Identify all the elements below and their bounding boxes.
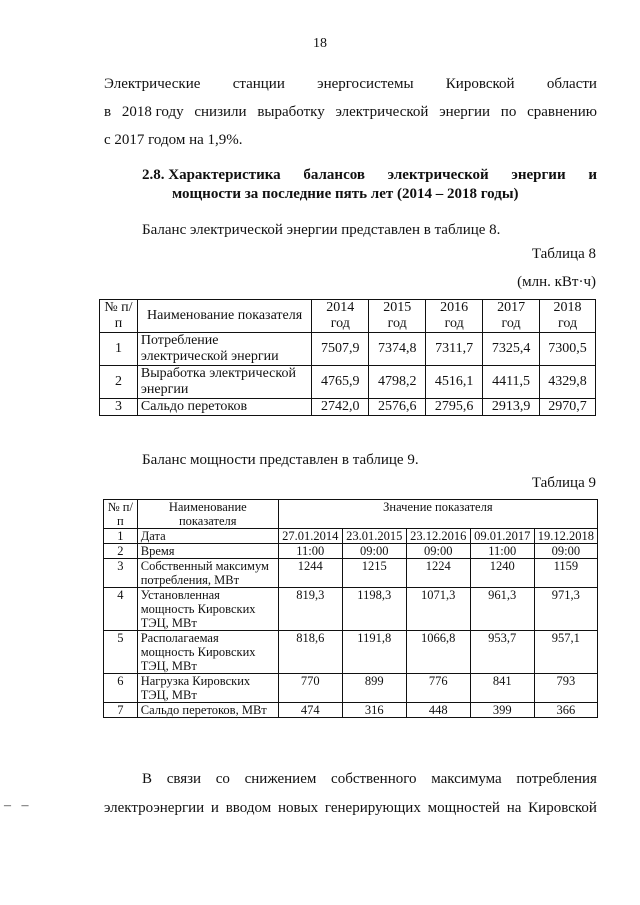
row-name: Нагрузка Кировских ТЭЦ, МВт bbox=[137, 674, 278, 703]
value-cell: 19.12.2018 bbox=[534, 529, 597, 544]
value-cell: 776 bbox=[406, 674, 470, 703]
value-cell: 1191,8 bbox=[342, 631, 406, 674]
value-cell: 2742,0 bbox=[312, 399, 369, 416]
header-cell: № п/п bbox=[100, 300, 138, 333]
word: со bbox=[215, 771, 230, 787]
table-row bbox=[104, 703, 598, 718]
value-cell: 819,3 bbox=[278, 588, 342, 631]
word: и bbox=[588, 167, 597, 183]
header-cell: Наименование показателя bbox=[137, 300, 311, 333]
word: электроэнергии bbox=[104, 800, 205, 816]
value-cell: 770 bbox=[278, 674, 342, 703]
value-cell: 7300,5 bbox=[540, 333, 596, 366]
row-name: Потребление электрической энергии bbox=[137, 333, 311, 366]
row-name: Собственный максимум потребления, МВт bbox=[137, 559, 278, 588]
table-header-row bbox=[104, 500, 598, 529]
word: электрической bbox=[387, 167, 489, 183]
header-cell: 2017 год bbox=[483, 300, 540, 333]
value-cell: 11:00 bbox=[278, 544, 342, 559]
word: Электрические bbox=[104, 76, 201, 92]
word: связи bbox=[166, 771, 202, 787]
section-heading-line-2: мощности за последние пять лет (2014 – 2018 годы) bbox=[172, 186, 519, 202]
margin-mark: – – bbox=[4, 798, 29, 813]
intro-line-1 bbox=[104, 76, 597, 93]
row-name: Выработка электрической энергии bbox=[137, 366, 311, 399]
table-row bbox=[100, 399, 596, 416]
row-number: 2 bbox=[100, 366, 138, 399]
word: Кировской bbox=[445, 76, 515, 92]
value-cell: 971,3 bbox=[534, 588, 597, 631]
table-row bbox=[104, 559, 598, 588]
value-cell: 899 bbox=[342, 674, 406, 703]
header-cell: № п/п bbox=[104, 500, 138, 529]
value-cell: 1224 bbox=[406, 559, 470, 588]
word: новых bbox=[277, 800, 319, 816]
word: 2.8. Характеристика bbox=[142, 167, 281, 183]
value-cell: 2795,6 bbox=[426, 399, 483, 416]
table-row bbox=[104, 544, 598, 559]
table-row bbox=[104, 529, 598, 544]
value-cell: 1071,3 bbox=[406, 588, 470, 631]
value-cell: 7311,7 bbox=[426, 333, 483, 366]
row-number: 2 bbox=[104, 544, 138, 559]
word: области bbox=[546, 76, 597, 92]
word: снизили bbox=[194, 104, 247, 120]
value-cell: 09.01.2017 bbox=[470, 529, 534, 544]
row-name: Время bbox=[137, 544, 278, 559]
power-balance-table bbox=[103, 499, 598, 718]
word: балансов bbox=[303, 167, 365, 183]
value-cell: 4411,5 bbox=[483, 366, 540, 399]
word: потребления bbox=[516, 771, 597, 787]
value-cell: 7507,9 bbox=[312, 333, 369, 366]
word: В bbox=[142, 771, 153, 787]
value-cell: 2970,7 bbox=[540, 399, 596, 416]
row-number: 3 bbox=[100, 399, 138, 416]
word: энергосистемы bbox=[317, 76, 414, 92]
value-cell: 4765,9 bbox=[312, 366, 369, 399]
table9-caption: Таблица 9 bbox=[531, 475, 596, 491]
table8-intro: Баланс электрической энергии представлен в таблице 8. bbox=[142, 222, 501, 238]
value-cell: 4798,2 bbox=[369, 366, 426, 399]
value-cell: 953,7 bbox=[470, 631, 534, 674]
word: вводом bbox=[225, 800, 272, 816]
row-number: 7 bbox=[104, 703, 138, 718]
table-row bbox=[100, 366, 596, 399]
value-cell: 7325,4 bbox=[483, 333, 540, 366]
energy-balance-table bbox=[99, 299, 596, 416]
header-cell: Значение показателя bbox=[278, 500, 597, 529]
value-cell: 793 bbox=[534, 674, 597, 703]
word: энергии bbox=[439, 104, 491, 120]
value-cell: 1240 bbox=[470, 559, 534, 588]
value-cell: 316 bbox=[342, 703, 406, 718]
value-cell: 818,6 bbox=[278, 631, 342, 674]
page-number: 18 bbox=[313, 36, 327, 51]
table9-intro: Баланс мощности представлен в таблице 9. bbox=[142, 452, 419, 468]
value-cell: 09:00 bbox=[534, 544, 597, 559]
value-cell: 957,1 bbox=[534, 631, 597, 674]
value-cell: 09:00 bbox=[342, 544, 406, 559]
row-name: Сальдо перетоков bbox=[137, 399, 311, 416]
value-cell: 7374,8 bbox=[369, 333, 426, 366]
value-cell: 23.01.2015 bbox=[342, 529, 406, 544]
word: генерирующих bbox=[324, 800, 421, 816]
table-header-row bbox=[100, 300, 596, 333]
header-cell: 2015 год bbox=[369, 300, 426, 333]
word: энергии bbox=[511, 167, 566, 183]
header-cell: 2014 год bbox=[312, 300, 369, 333]
word: и bbox=[210, 800, 219, 816]
row-number: 4 bbox=[104, 588, 138, 631]
section-heading-line-1 bbox=[142, 167, 597, 184]
word: Кировской bbox=[528, 800, 597, 816]
value-cell: 841 bbox=[470, 674, 534, 703]
value-cell: 1198,3 bbox=[342, 588, 406, 631]
row-number: 6 bbox=[104, 674, 138, 703]
word: на bbox=[506, 800, 522, 816]
row-name: Располагаемая мощность Кировских ТЭЦ, МВт bbox=[137, 631, 278, 674]
value-cell: 11:00 bbox=[470, 544, 534, 559]
header-cell: Наименование показателя bbox=[137, 500, 278, 529]
row-name: Сальдо перетоков, МВт bbox=[137, 703, 278, 718]
word: сравнению bbox=[527, 104, 597, 120]
word: собственного bbox=[331, 771, 417, 787]
value-cell: 27.01.2014 bbox=[278, 529, 342, 544]
value-cell: 474 bbox=[278, 703, 342, 718]
table-row bbox=[104, 631, 598, 674]
table-row bbox=[100, 333, 596, 366]
outro-line-2 bbox=[104, 800, 597, 817]
row-number: 3 bbox=[104, 559, 138, 588]
value-cell: 4329,8 bbox=[540, 366, 596, 399]
word: максимума bbox=[431, 771, 502, 787]
table8-caption: Таблица 8 bbox=[531, 246, 596, 262]
value-cell: 1244 bbox=[278, 559, 342, 588]
value-cell: 4516,1 bbox=[426, 366, 483, 399]
value-cell: 366 bbox=[534, 703, 597, 718]
value-cell: 23.12.2016 bbox=[406, 529, 470, 544]
word: станции bbox=[232, 76, 285, 92]
word: 2018 году bbox=[121, 104, 184, 120]
word: снижением bbox=[244, 771, 317, 787]
value-cell: 1159 bbox=[534, 559, 597, 588]
row-number: 5 bbox=[104, 631, 138, 674]
value-cell: 2576,6 bbox=[369, 399, 426, 416]
table-row bbox=[104, 674, 598, 703]
word: мощностей bbox=[427, 800, 500, 816]
value-cell: 1215 bbox=[342, 559, 406, 588]
value-cell: 448 bbox=[406, 703, 470, 718]
row-number: 1 bbox=[100, 333, 138, 366]
header-cell: 2016 год bbox=[426, 300, 483, 333]
intro-line-3: с 2017 годом на 1,9%. bbox=[104, 132, 243, 148]
outro-line-1 bbox=[142, 771, 597, 788]
row-name: Установленная мощность Кировских ТЭЦ, МВт bbox=[137, 588, 278, 631]
row-name: Дата bbox=[137, 529, 278, 544]
value-cell: 09:00 bbox=[406, 544, 470, 559]
value-cell: 1066,8 bbox=[406, 631, 470, 674]
value-cell: 399 bbox=[470, 703, 534, 718]
word: электрической bbox=[335, 104, 429, 120]
value-cell: 961,3 bbox=[470, 588, 534, 631]
word: в bbox=[104, 104, 112, 120]
word: выработку bbox=[257, 104, 325, 120]
table-row bbox=[104, 588, 598, 631]
value-cell: 2913,9 bbox=[483, 399, 540, 416]
header-cell: 2018 год bbox=[540, 300, 596, 333]
word: по bbox=[500, 104, 517, 120]
intro-line-2 bbox=[104, 104, 597, 121]
row-number: 1 bbox=[104, 529, 138, 544]
table8-units: (млн. кВт·ч) bbox=[517, 274, 596, 290]
